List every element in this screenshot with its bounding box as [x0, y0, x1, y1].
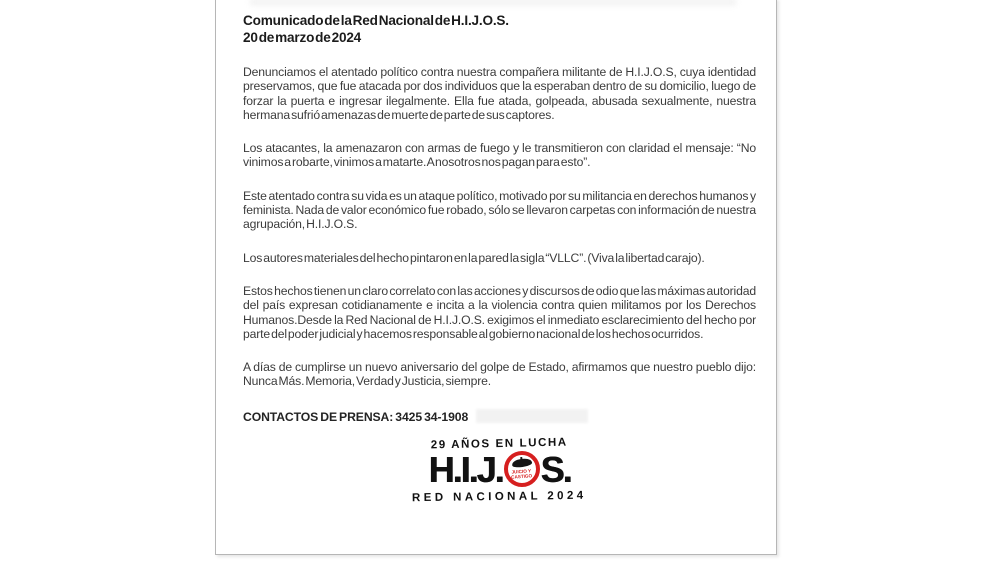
logo-tagline-bottom: RED NACIONAL 2024 — [412, 489, 587, 504]
paragraph-atacantes: Los atacantes, la amenazaron con armas de fuego y le transmitieron con claridad el mensaje: “No vinimos a robarte, vinimos a matarte. A nosotros nos pagan para esto”. — [243, 141, 756, 170]
paragraph-denuncia: Denunciamos el atentado político contra nuestra compañera militante de H.I.J.O.S, cuya identidad preservamos, que fue atacada por dos individuos que la esperaban dentro de su domicilio, luego de forzar la puerta e ingresar ilegalmente. Ella fue atada, golpeada, abusada sexualmente, nuestra hermana sufrió amenazas de muerte de parte de sus captores. — [243, 65, 756, 122]
paragraph-ataque-politico: Este atentado contra su vida es un ataque político, motivado por su militancia en derechos humanos y feminista. Nada de valor económico fue robado, sólo se llevaron carpetas con información de nuestra agrupación, H.I.J.O.S. — [243, 188, 756, 232]
document-title — [243, 12, 756, 46]
paragraph-sigla-vllc: Los autores materiales del hecho pintaron en la pared la sigla “VLLC”. (Viva la libertad carajo). — [243, 250, 705, 265]
beret-icon — [511, 457, 533, 469]
emblem-text: JUICIO Y CASTIGO — [511, 468, 533, 480]
press-release-page — [215, 0, 777, 555]
title-line-1: Comunicado de la Red Nacional de H.I.J.O.S. — [243, 13, 509, 28]
hijos-logo — [412, 438, 587, 503]
logo-wordmark-left: H.I.J. — [428, 448, 503, 490]
redacted-contact-box — [476, 409, 588, 423]
top-edge-smudge — [250, 0, 736, 5]
logo-wordmark-right: S. — [540, 448, 571, 490]
logo-tagline-top: 29 AÑOS EN LUCHA — [430, 436, 569, 452]
paragraph-correlato: Estos hechos tienen un claro correlato con las acciones y discursos de odio que las máximas autoridad del país expresan cotidianamente e incita a la violencia contra quien militamos por los Derechos Humanos.Desde la Red Nacional de H.I.J.O.S. exigimos el inmediato esclarecimiento del hecho por parte del poder judicial y hacemos responsable al gobierno nacional de los hechos ocurridos. — [243, 283, 756, 341]
logo-wordmark — [412, 448, 587, 490]
press-contact-line — [243, 409, 756, 424]
press-contact-text: CONTACTOS DE PRENSA: 3425 34-1908 — [243, 409, 469, 424]
paragraph-aniversario: A días de cumplirse un nuevo aniversario del golpe de Estado, afirmamos que nuestro pueblo dijo: Nunca Más. Memoria, Verdad y Justicia, siempre. — [243, 360, 756, 389]
title-line-2: 20 de marzo de 2024 — [243, 30, 362, 45]
juicio-y-castigo-emblem-icon — [504, 451, 540, 487]
